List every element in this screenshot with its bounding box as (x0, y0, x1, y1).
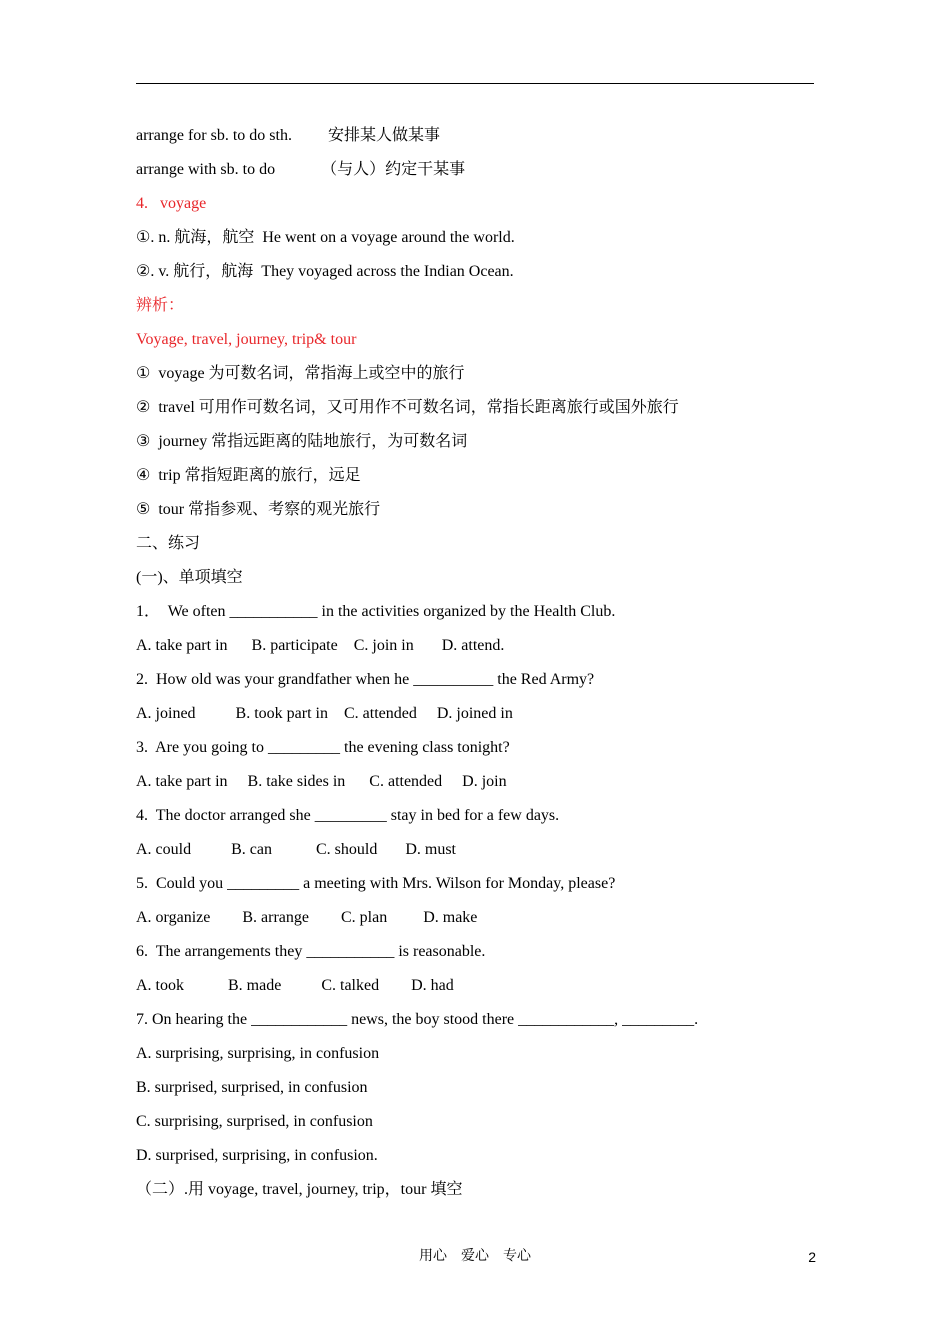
document-body (136, 119, 816, 1207)
section-heading-voyage: 4. voyage (136, 195, 207, 212)
header-rule (136, 83, 814, 84)
question: 4. The doctor arranged she _________ stay in bed for a few days. (136, 807, 560, 824)
text-line: ① voyage 为可数名词，常指海上或空中的旅行 (136, 365, 465, 382)
phrase-cn: （与人）约定干某事 (321, 161, 466, 178)
page-number: 2 (808, 1249, 816, 1265)
analysis-subheading: Voyage, travel, journey, trip& tour (136, 331, 357, 348)
answer-options: A. could B. can C. should D. must (136, 841, 456, 858)
exercise-subheading-2: （二）.用 voyage, travel, journey, trip，tour 填空 (136, 1181, 463, 1198)
analysis-heading: 辨析： (136, 297, 185, 314)
text-line: ② travel 可用作可数名词，又可用作不可数名词，常指长距离旅行或国外旅行 (136, 399, 679, 416)
text-line: ③ journey 常指远距离的陆地旅行，为可数名词 (136, 433, 468, 450)
answer-options: A. took B. made C. talked D. had (136, 977, 454, 994)
question: 1． We often ___________ in the activities organized by the Health Club. (136, 603, 616, 620)
exercise-heading: 二、练习 (136, 535, 201, 552)
question: 7. On hearing the ____________ news, the boy stood there ____________, _________. (136, 1011, 699, 1028)
text-line: ④ trip 常指短距离的旅行，远足 (136, 467, 361, 484)
exercise-subheading: (一)、单项填空 (136, 569, 243, 586)
question: 5. Could you _________ a meeting with Mrs. Wilson for Monday, please? (136, 875, 616, 892)
answer-options: A. organize B. arrange C. plan D. make (136, 909, 478, 926)
answer-options: A. take part in B. take sides in C. attended D. join (136, 773, 507, 790)
question: 3. Are you going to _________ the evening class tonight? (136, 739, 510, 756)
answer-options: A. joined B. took part in C. attended D. joined in (136, 705, 513, 722)
phrase-en: arrange for sb. to do sth. (136, 127, 292, 144)
text-line (136, 153, 816, 187)
answer-options: A. take part in B. participate C. join in D. attend. (136, 637, 505, 654)
question: 2. How old was your grandfather when he __________ the Red Army? (136, 671, 595, 688)
answer-option: C. surprising, surprised, in confusion (136, 1113, 373, 1130)
answer-option: A. surprising, surprising, in confusion (136, 1045, 380, 1062)
footer-slogan: 用心 爱心 专心 (419, 1249, 531, 1264)
answer-option: B. surprised, surprised, in confusion (136, 1079, 368, 1096)
text-line: ②. v. 航行，航海 They voyaged across the Indian Ocean. (136, 263, 514, 280)
question: 6. The arrangements they ___________ is reasonable. (136, 943, 486, 960)
phrase-cn: 安排某人做某事 (327, 127, 440, 144)
answer-option: D. surprised, surprising, in confusion. (136, 1147, 378, 1164)
text-line (136, 119, 816, 153)
phrase-en: arrange with sb. to do (136, 161, 276, 178)
text-line: ①. n. 航海，航空 He went on a voyage around the world. (136, 229, 515, 246)
text-line: ⑤ tour 常指参观、考察的观光旅行 (136, 501, 381, 518)
